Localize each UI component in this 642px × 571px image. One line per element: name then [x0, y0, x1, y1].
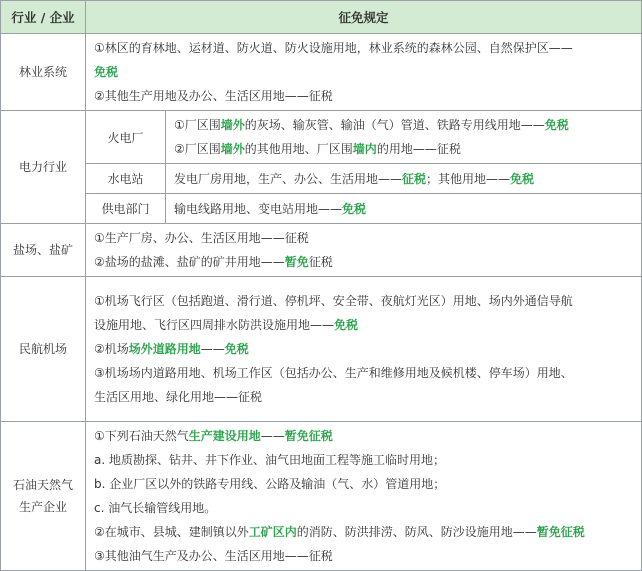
header-industry: 行业 / 企业: [1, 1, 86, 34]
rules-oil: [86, 422, 642, 571]
rule-highlight: 墙外: [220, 142, 245, 156]
rule-text: ②厂区围: [174, 142, 221, 156]
industry-label: 石油天然气: [12, 478, 73, 492]
row-aviation: [1, 277, 642, 422]
rule-text: 的消防、防洪排涝、防风、防沙设施用地——: [296, 525, 537, 539]
row-power-supply: [1, 194, 642, 224]
rule-text: a. 地质勘探、钻井、井下作业、油气田地面工程等施工临时用地；: [94, 453, 445, 467]
rule-text: 的其他用地、厂区围: [244, 142, 353, 156]
rule-text: 发电厂房用地，生产、办公、生活用地——: [174, 171, 403, 186]
rule-highlight: 生产建设用地: [188, 429, 261, 443]
rule-highlight: 免税: [342, 201, 367, 216]
rules-aviation: [86, 277, 642, 422]
rules-hydro: [166, 164, 642, 194]
rule-highlight: 墙外: [220, 118, 245, 132]
rule-text: ——: [200, 342, 225, 356]
row-oil: [1, 422, 642, 571]
rule-highlight: 征税: [402, 171, 427, 186]
row-salt: [1, 224, 642, 277]
sub-hydro: 水电站: [86, 164, 166, 194]
rule-text: 输电线路用地、变电站用地——: [174, 201, 343, 216]
rule-text: ①生产厂房、办公、生活区用地——征税: [94, 231, 309, 245]
rule-highlight: 暂免: [284, 255, 309, 269]
rule-text: ①机场飞行区（包括跑道、滑行道、停机坪、安全带、夜航灯光区）用地、场内外通信导航: [94, 294, 573, 308]
rule-text: ③其他油气生产及办公、生活区用地——征税: [94, 549, 333, 563]
rule-highlight: 免税: [510, 171, 535, 186]
header-row: [1, 1, 642, 34]
rule-highlight: 暂免征税: [536, 525, 585, 539]
row-forestry: [1, 34, 642, 111]
rule-text: c. 油气长输管线用地。: [94, 501, 217, 515]
rule-highlight: 免税: [544, 118, 569, 132]
rules-salt: [86, 224, 642, 277]
industry-aviation: 民航机场: [1, 277, 86, 422]
rule-text: ③机场场内道路用地、机场工作区（包括办公、生产和维修用地及候机楼、停车场）用地、: [94, 366, 573, 380]
industry-label: 生产企业: [18, 500, 67, 514]
row-power-hydro: [1, 164, 642, 194]
rule-highlight: 场外道路用地: [128, 342, 201, 356]
rule-text: ；其他用地——: [426, 171, 511, 186]
rule-highlight: 工矿区内: [248, 525, 297, 539]
sub-supply: 供电部门: [86, 194, 166, 224]
rule-text: 的用地——征税: [376, 142, 461, 156]
sub-thermal: 火电厂: [86, 111, 166, 164]
rule-highlight: 墙内: [352, 142, 377, 156]
rule-text: b. 企业厂区以外的铁路专用线、公路及输油（气、水）管道用地；: [94, 477, 446, 491]
rule-text: ①林区的育林地、运材道、防火道、防火设施用地，林业系统的森林公园、自然保护区——: [94, 41, 573, 55]
rule-text: ①下列石油天然气: [94, 429, 189, 443]
rule-highlight: 免税: [94, 65, 119, 79]
rule-text: ——: [260, 429, 285, 443]
rule-text: 生活区用地、绿化用地——征税: [94, 390, 263, 404]
rule-text: ②盐场的盐滩、盐矿的矿井用地——: [94, 255, 285, 269]
row-power-thermal: [1, 111, 642, 164]
header-rules: 征免规定: [86, 1, 642, 34]
rules-forestry: [86, 34, 642, 111]
rule-text: ①厂区围: [174, 118, 221, 132]
rule-highlight: 暂免征税: [284, 429, 333, 443]
rule-text: 征税: [308, 255, 333, 269]
industry-power: 电力行业: [1, 111, 86, 224]
industry-forestry: 林业系统: [1, 34, 86, 111]
rule-text: 的灰场、输灰管、输油（气）管道、铁路专用线用地——: [244, 118, 545, 132]
rule-highlight: 免税: [334, 318, 359, 332]
rule-text: 设施用地、飞行区四周排水防洪设施用地——: [94, 318, 335, 332]
rule-text: ②在城市、县城、建制镇以外: [94, 525, 249, 539]
rules-supply: [166, 194, 642, 224]
rules-thermal: [166, 111, 642, 164]
industry-salt: 盐场、盐矿: [1, 224, 86, 277]
rule-text: ②其他生产用地及办公、生活区用地——征税: [94, 89, 333, 103]
rule-text: ②机场: [94, 342, 129, 356]
rule-highlight: 免税: [224, 342, 249, 356]
industry-oil: [1, 422, 86, 571]
